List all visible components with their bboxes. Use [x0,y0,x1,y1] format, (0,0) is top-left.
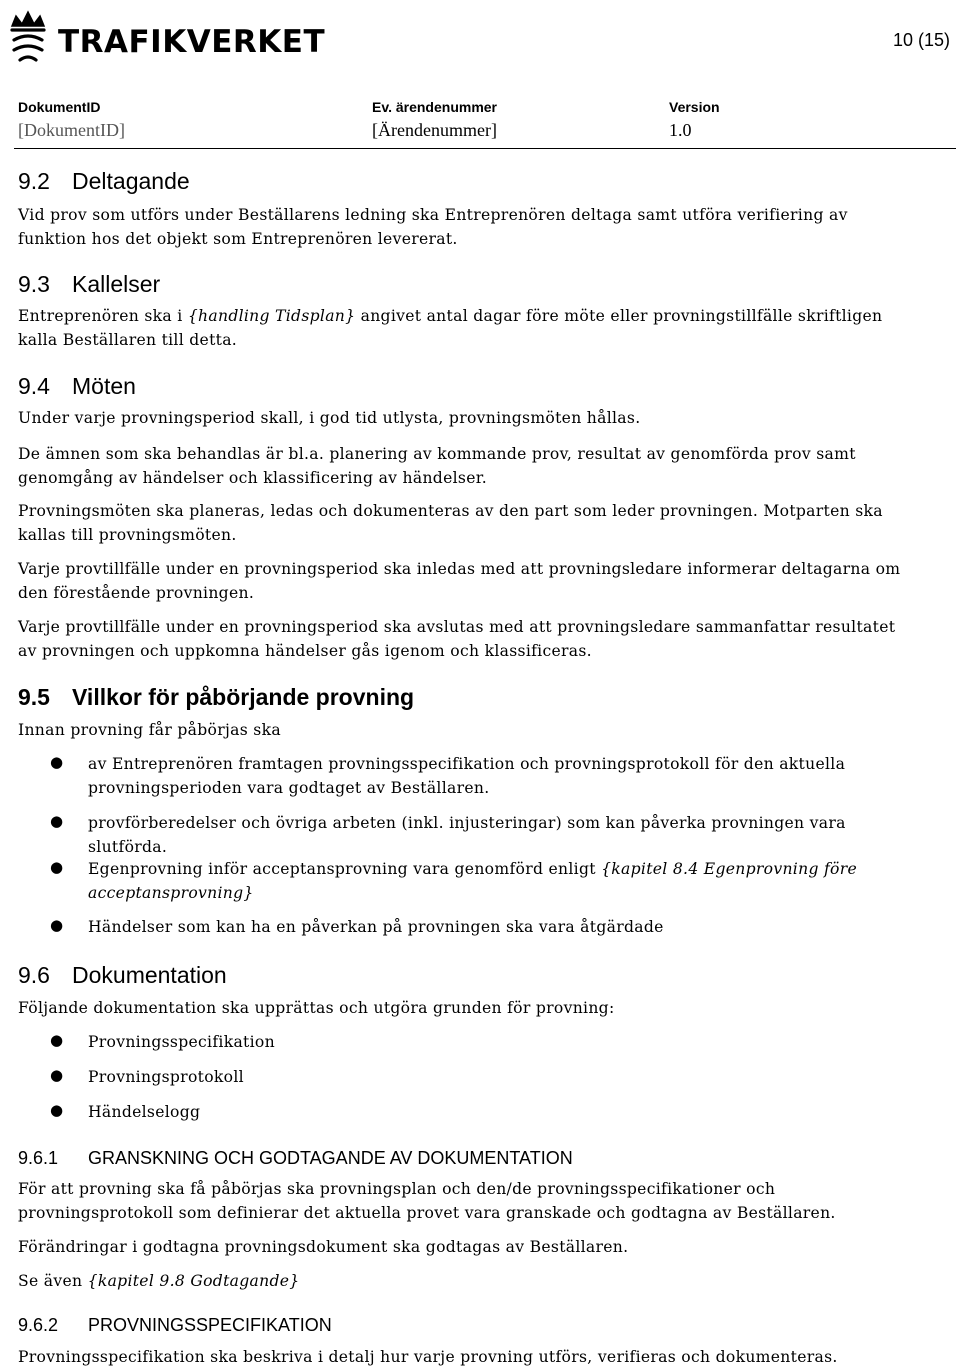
bullet-icon: ● [50,858,64,876]
section-heading-9-6-2: 9.6.2 PROVNINGSSPECIFIKATION [18,1315,332,1335]
bullet-icon: ● [50,753,64,771]
paragraph: Varje provtillfälle under en provningsperiod ska inledas med att provningsledare informerar deltagarna om den förestående provningen. [18,560,901,602]
meta-label-documentid: DokumentID [18,99,101,115]
header-divider [14,148,956,149]
list-item: av Entreprenören framtagen provningsspecifikation och provningsprotokoll för den aktuella provningsperioden vara godtaget av Beställaren. [88,755,846,797]
meta-label-arendenummer: Ev. ärendenummer [372,99,498,115]
paragraph: Varje provtillfälle under en provningsperiod ska avslutas med att provningsledare sammanfattar resultatet av provningen och uppkomna händelser gås igenom och klassificeras. [18,618,896,660]
bullet-icon: ● [50,1031,64,1049]
paragraph: De ämnen som ska behandlas är bl.a. planering av kommande prov, resultat av genomförda prov samt genomgång av händelser och klassificering av händelser. [18,445,856,487]
section-heading-9-6-1: 9.6.1 GRANSKNING OCH GODTAGANDE AV DOKUMENTATION [18,1148,573,1168]
paragraph: För att provning ska få påbörjas ska provningsplan och den/de provningsspecifikationer och provningsprotokoll som definierar det aktuella provet vara granskade och godtagna av Beställaren. [18,1180,836,1222]
logo-wordmark: TRAFIKVERKET [58,24,326,60]
bullet-icon: ● [50,812,64,830]
paragraph: Förändringar i godtagna provningsdokument ska godtagas av Beställaren. [18,1238,629,1256]
list-item: provförberedelser och övriga arbeten (inkl. injusteringar) som kan påverka provningen vara slutförda. [88,814,846,856]
paragraph: Provningsspecifikation ska beskriva i detalj hur varje provning utförs, verifieras och dokumenteras. [18,1348,838,1366]
meta-value-documentid: [DokumentID] [18,120,125,140]
list-item: Händelselogg [88,1103,201,1121]
section-heading-9-3: 9.3 Kallelser [18,271,161,297]
page-number: 10 (15) [892,30,950,50]
paragraph: Provningsmöten ska planeras, ledas och dokumenteras av den part som leder provningen. Motparten ska kallas till provningsmöten. [18,502,883,544]
section-heading-9-2: 9.2 Deltagande [18,168,190,194]
list-item: Provningsprotokoll [88,1068,244,1086]
paragraph: Under varje provningsperiod skall, i god tid utlysta, provningsmöten hållas. [18,409,641,427]
bullet-icon: ● [50,916,64,934]
bullet-icon: ● [50,1066,64,1084]
bullet-icon: ● [50,1101,64,1119]
list-item: Provningsspecifikation [88,1033,275,1051]
meta-value-arendenummer: [Ärendenummer] [372,120,497,140]
meta-label-version: Version [669,99,720,115]
section-heading-9-6: 9.6 Dokumentation [18,962,227,988]
paragraph: Entreprenören ska i {handling Tidsplan} angivet antal dagar före möte eller provningstillfälle skriftligen kalla Beställaren till detta. [18,307,883,349]
paragraph: Innan provning får påbörjas ska [18,721,281,739]
list-item: Egenprovning inför acceptansprovning vara genomförd enligt {kapitel 8.4 Egenprovning före acceptansprovning} [88,860,858,902]
section-heading-9-4: 9.4 Möten [18,373,136,399]
list-item: Händelser som kan ha en påverkan på provningen ska vara åtgärdade [88,918,664,936]
reference-kapitel-8-4: {kapitel 8.4 Egenprovning före acceptansprovning} [88,860,858,902]
meta-value-version: 1.0 [669,120,692,140]
section-heading-9-5: 9.5 Villkor för påbörjande provning [18,684,415,710]
paragraph: Vid prov som utförs under Beställarens ledning ska Entreprenören deltaga samt utföra verifiering av funktion hos det objekt som Entreprenören levererat. [18,206,848,248]
trafikverket-logo [6,4,325,64]
crown-icon [6,6,50,64]
paragraph: Se även {kapitel 9.8 Godtagande} [18,1272,300,1290]
reference-tidsplan: {handling Tidsplan} [187,307,356,325]
reference-kapitel-9-8: {kapitel 9.8 Godtagande} [87,1272,300,1290]
paragraph: Följande dokumentation ska upprättas och utgöra grunden för provning: [18,999,615,1017]
